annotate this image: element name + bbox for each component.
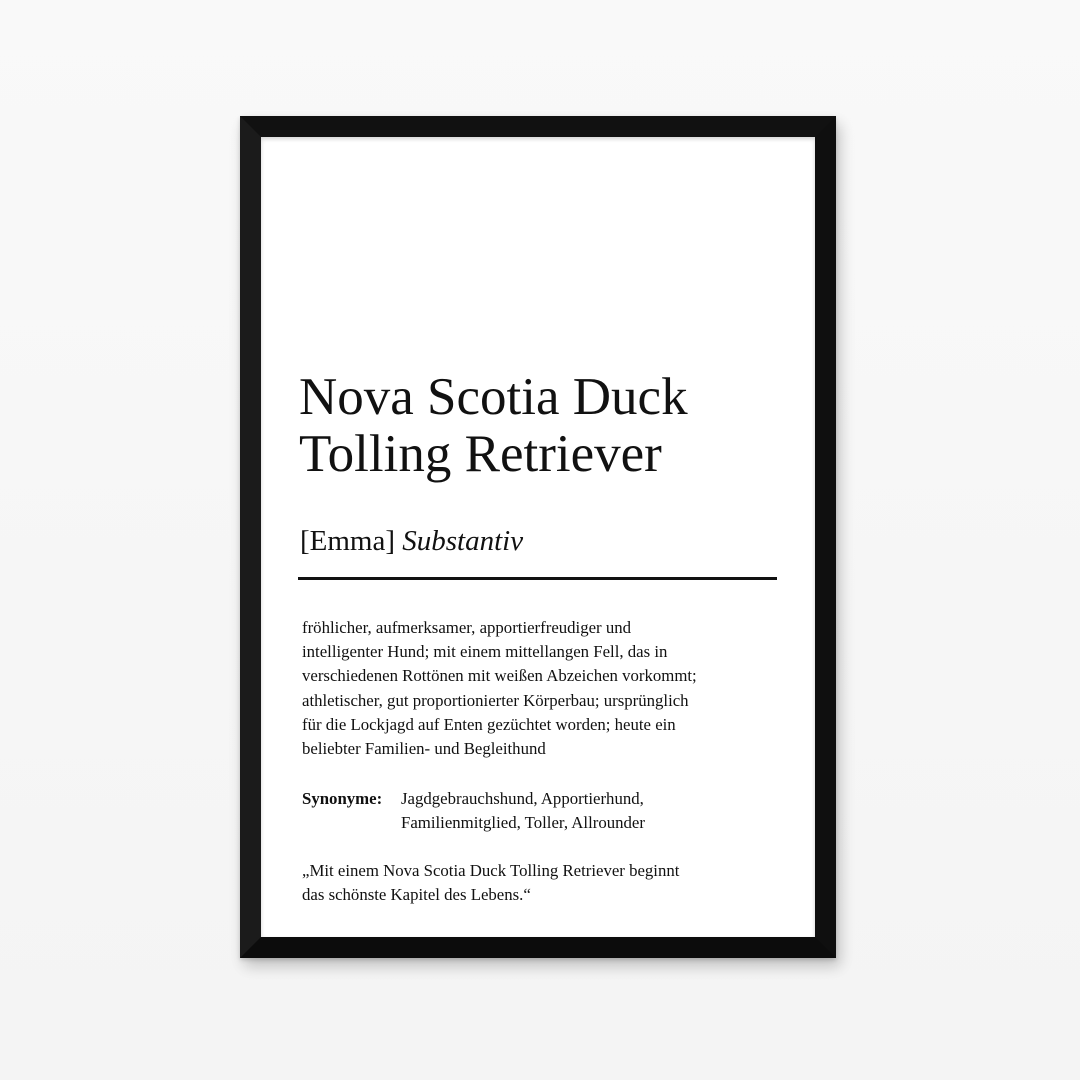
definition-line: intelligenter Hund; mit einem mittellangen Fell, das in	[302, 642, 668, 662]
definition-line: athletischer, gut proportionierter Körperbau; ursprünglich	[302, 690, 689, 710]
synonyms-values	[401, 787, 645, 835]
title-line: Tolling Retriever	[299, 425, 662, 483]
definition-line: verschiedenen Rottönen mit weißen Abzeichen vorkommt;	[302, 666, 697, 686]
definition-line: fröhlicher, aufmerksamer, apportierfreudiger und	[302, 618, 632, 637]
poster-title	[299, 369, 809, 483]
picture-frame	[240, 116, 836, 958]
quote-line: das schönste Kapitel des Lebens.“	[302, 885, 531, 905]
definition-line: beliebter Familien- und Begleithund	[302, 739, 546, 759]
poster-subtitle	[300, 524, 523, 558]
dog-name: [Emma]	[300, 525, 396, 557]
quote-line: „Mit einem Nova Scotia Duck Tolling Retriever beginnt	[302, 861, 680, 880]
synonyms-line: Jagdgebrauchshund, Apportierhund,	[401, 789, 644, 808]
divider-line	[298, 577, 777, 580]
quote-text	[302, 859, 782, 907]
definition-line: für die Lockjagd auf Enten gezüchtet worden; heute ein	[302, 714, 676, 734]
synonyms-line: Familienmitglied, Toller, Allrounder	[401, 813, 645, 833]
part-of-speech: Substantiv	[402, 525, 524, 557]
poster-paper	[261, 137, 815, 937]
definition-text	[302, 616, 782, 761]
title-line: Nova Scotia Duck	[299, 368, 688, 426]
synonyms-label: Synonyme:	[302, 789, 383, 808]
